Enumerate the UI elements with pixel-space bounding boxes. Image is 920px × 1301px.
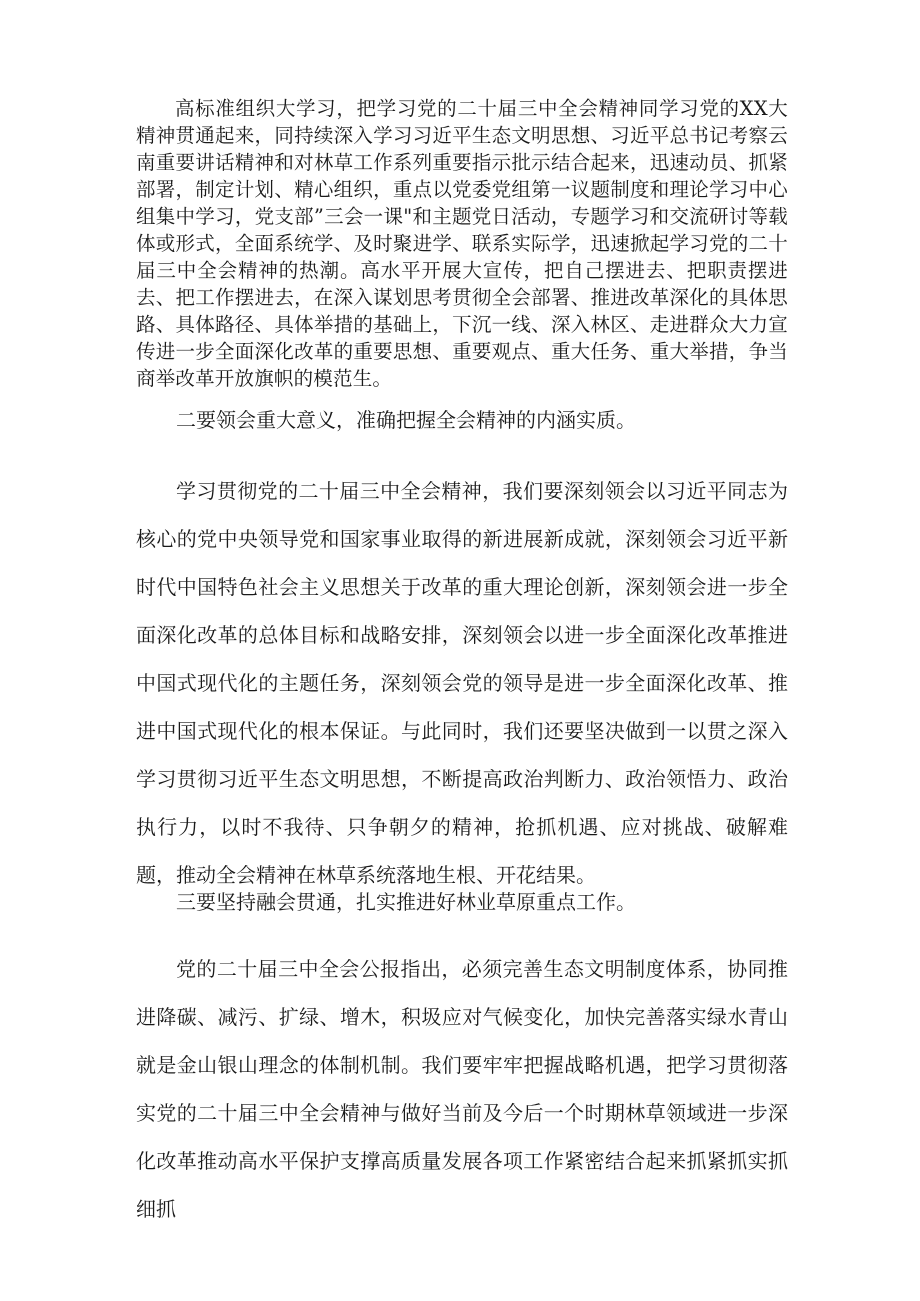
paragraph-study-organization: 高标准组织大学习，把学习党的二十届三中全会精神同学习党的XX大精神贯通起来，同持续深入学习习近平生态文明思想、习近平总书记考察云南重要讲话精神和对林草工作系列重要指示批示结合起来，迅速动员、抓紧部署，制定计划、精心组织，重点以党委党组第一议题制度和理论学习中心组集中学习，党支部”三会一课"和主题党日活动，专题学习和交流研讨等载体或形式，全面系统学、及时聚进学、联系实际学，迅速掀起学习党的二十届三中全会精神的热潮。高水平开展大宣传，把自己摆进去、把职责摆进去、把工作摆进去，在深入谋划思考贯彻全会部署、推进改革深化的具体思路、具体路径、具体举措的基础上，下沉一线、深入林区、走进群众大力宣传进一步全面深化改革的重要思想、重要观点、重大任务、重大举措，争当商举改革开放旗帜的模范生。 — [136, 97, 788, 390]
section-heading-three: 三要坚持融会贯通，扎实推进好林业草原重点工作。 — [176, 890, 636, 914]
section-heading-two: 二要领会重大意义，准确把握全会精神的内涵实质。 — [176, 408, 636, 432]
paragraph-key-work: 党的二十届三中全会公报指出，必须完善生态文明制度体系，协同推进降碳、减污、扩绿、增木，积圾应对气候变化，加快完善落实绿水青山就是金山银山理念的体制机制。我们要牢牢把握战略机遇，把学习贯彻落实党的二十届三中全会精神与做好当前及今后一个时期林草领域进一步深化改革推动高水平保护支撑高质量发展各项工作紧密结合起来抓紧抓实抓细抓 — [136, 957, 788, 1221]
paragraph-significance: 学习贯彻党的二十届三中全会精神，我们要深刻领会以习近平同志为核心的党中央领导党和国家事业取得的新进展新成就，深刻领会习近平新时代中国特色社会主义思想关于改革的重大理论创新，深刻领会进一步全面深化改革的总体目标和战略安排，深刻领会以进一步全面深化改革推进中国式现代化的主题任务，深刻领会党的领导是进一步全面深化改革、推进中国式现代化的根本保证。与此同时，我们还要坚决做到一以贯之深入学习贯彻习近平生态文明思想，不断提高政治判断力、政治领悟力、政治执行力，以时不我待、只争朝夕的精神，抢抓机遇、应对挑战、破解难题，推动全会精神在林草系统落地生根、开花结果。 — [136, 479, 788, 887]
